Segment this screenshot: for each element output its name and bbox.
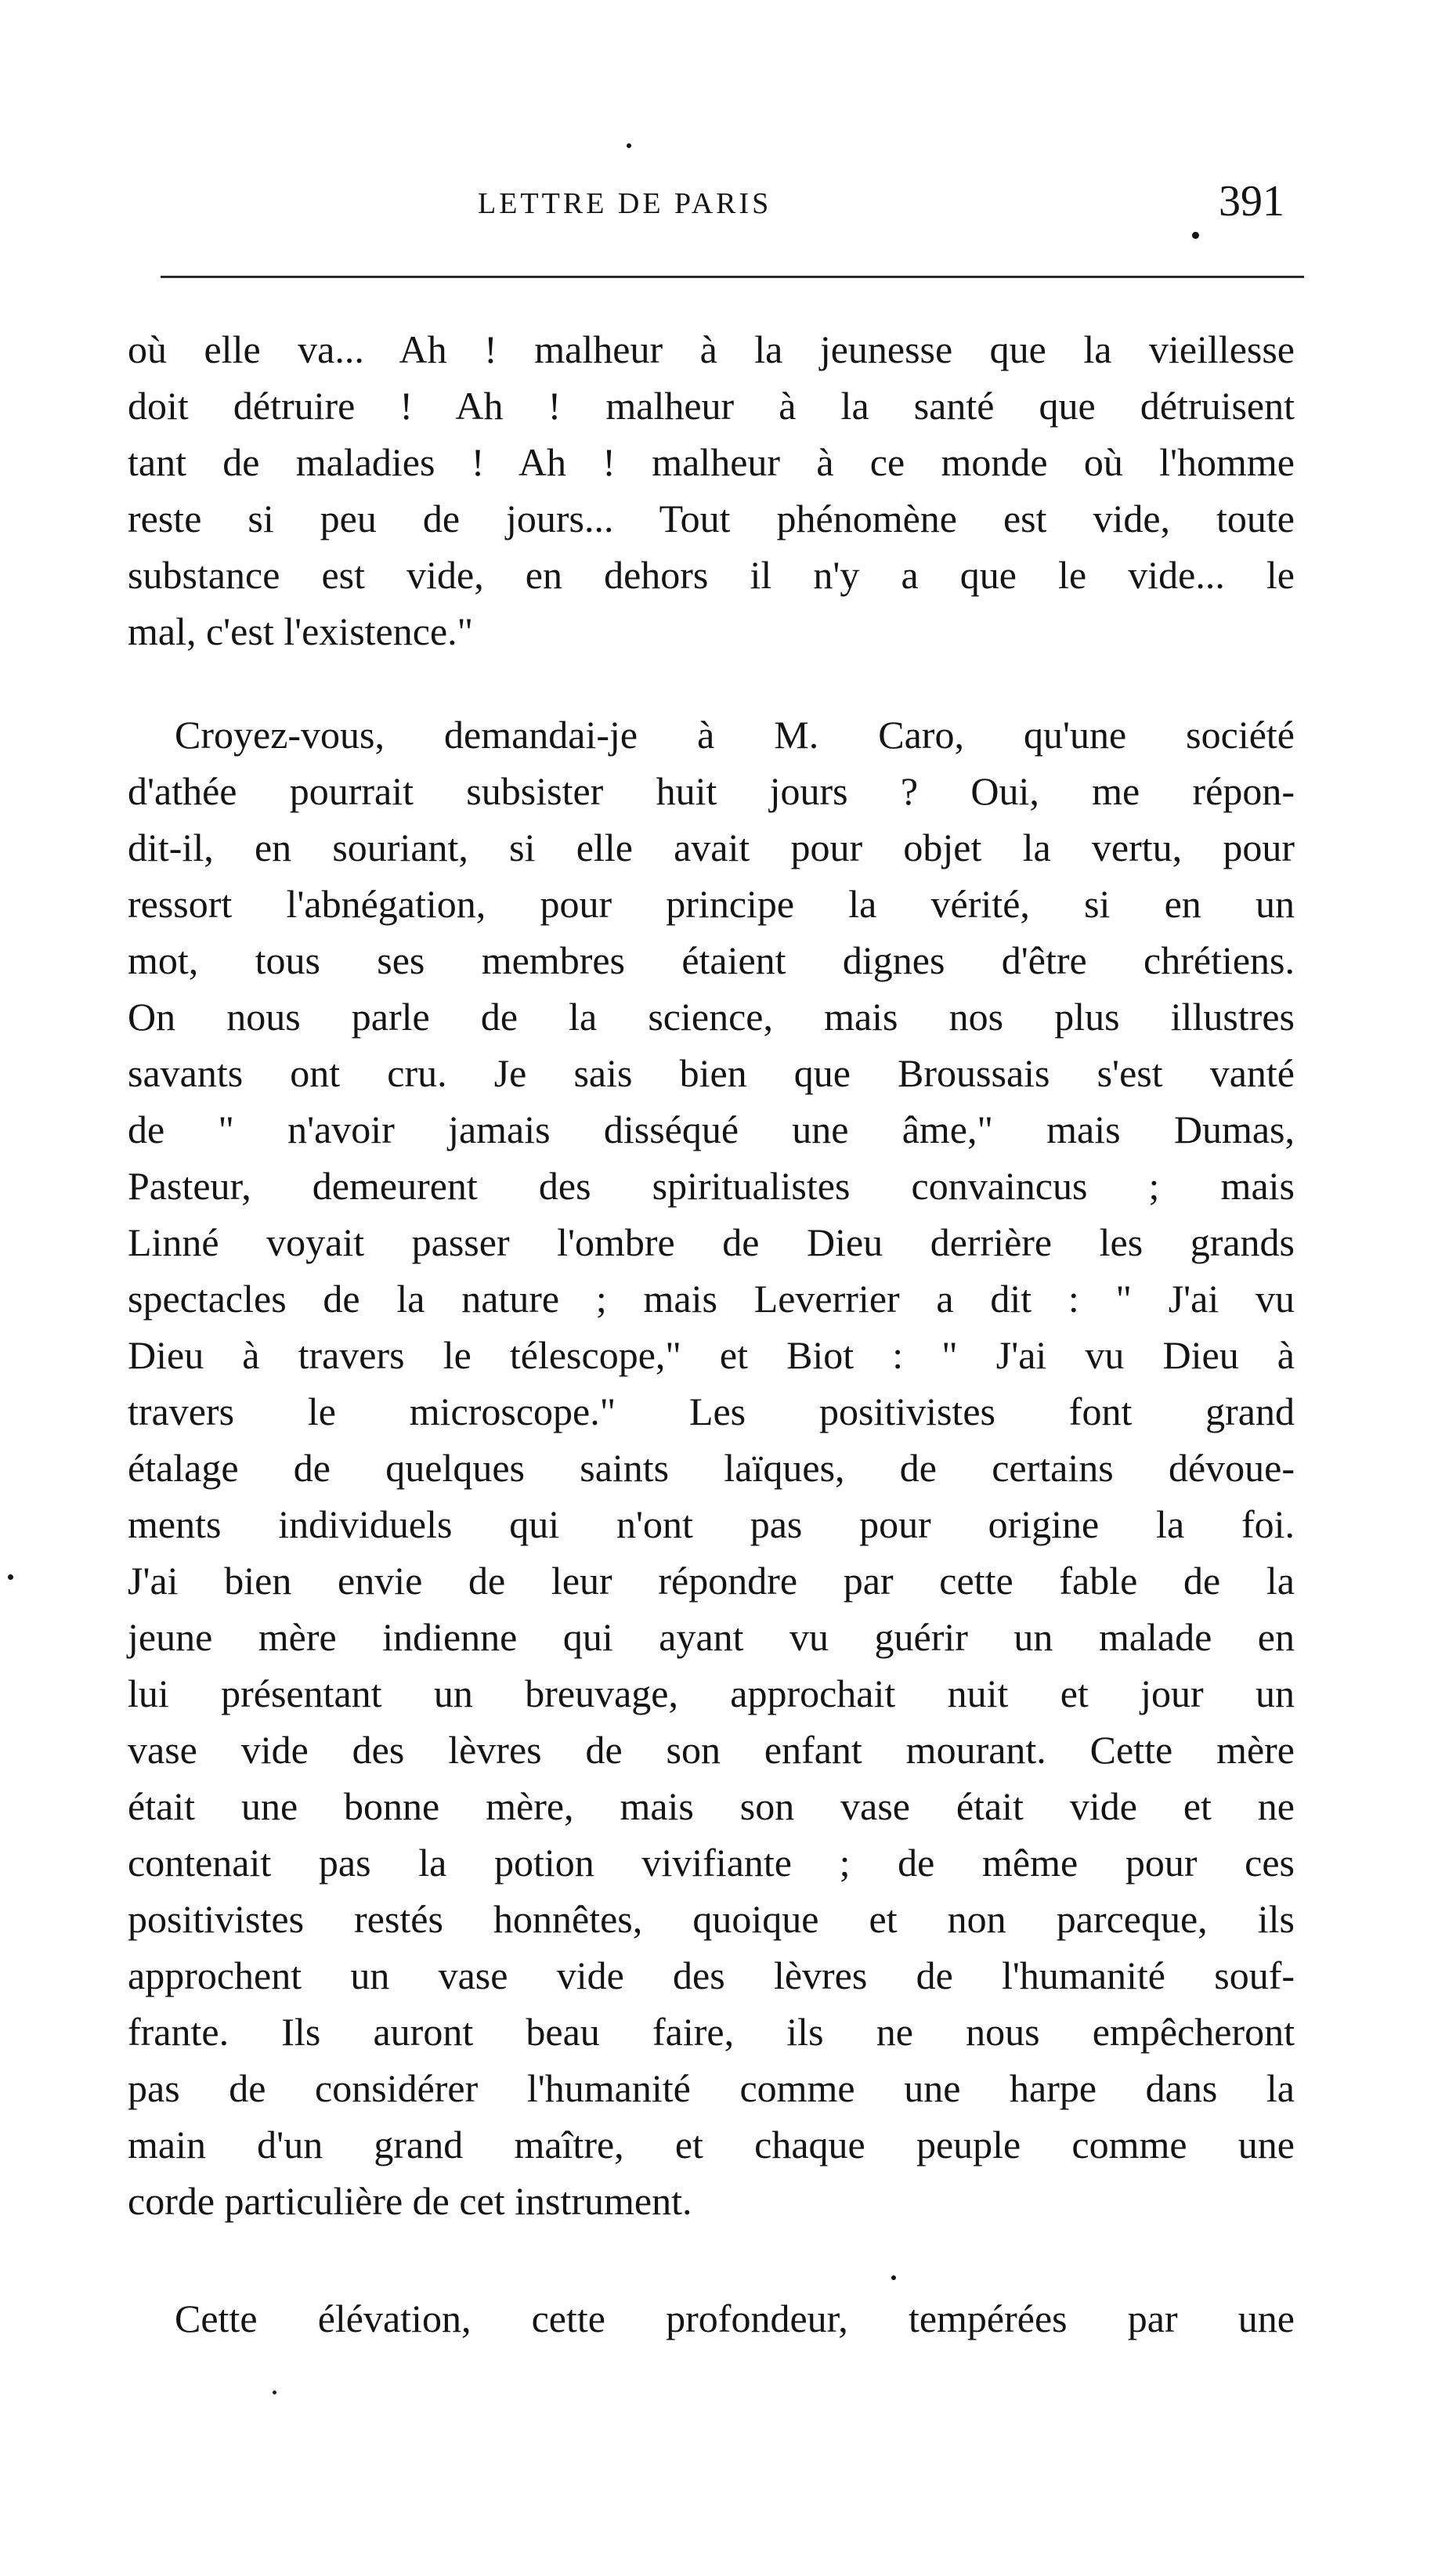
text-line: savants ont cru. Je sais bien que Broussais s'est vanté <box>128 1051 1295 1095</box>
text-line: frante. Ils auront beau faire, ils ne nous empêcheront <box>128 2010 1295 2054</box>
paragraph-2 <box>128 707 1295 2229</box>
text-line: jeune mère indienne qui ayant vu guérir un malade en <box>128 1615 1295 1659</box>
text-line: corde particulière de cet instrument. <box>128 2179 692 2223</box>
ink-speck <box>273 2391 276 2394</box>
text-line: mal, c'est l'existence." <box>128 609 474 653</box>
text-line: était une bonne mère, mais son vase était vide et ne <box>128 1784 1295 1828</box>
text-line: J'ai bien envie de leur répondre par cette fable de la <box>128 1559 1295 1603</box>
paragraph-3 <box>128 2290 1295 2347</box>
text-line: On nous parle de la science, mais nos plus illustres <box>128 995 1295 1039</box>
ink-speck <box>8 1574 13 1580</box>
paragraph-1 <box>128 321 1295 660</box>
text-line: ments individuels qui n'ont pas pour origine la foi. <box>128 1502 1295 1546</box>
text-line: main d'un grand maître, et chaque peuple comme une <box>128 2123 1295 2167</box>
text-line: spectacles de la nature ; mais Leverrier a dit : " J'ai vu <box>128 1277 1295 1321</box>
header-rule <box>161 276 1304 278</box>
text-line: doit détruire ! Ah ! malheur à la santé que détruisent <box>128 384 1295 428</box>
text-line: pas de considérer l'humanité comme une harpe dans la <box>128 2066 1295 2110</box>
text-line: substance est vide, en dehors il n'y a que le vide... le <box>128 553 1295 597</box>
text-line: étalage de quelques saints laïques, de certains dévoue- <box>128 1446 1295 1490</box>
running-title: LETTRE DE PARIS <box>478 187 772 220</box>
text-line: reste si peu de jours... Tout phénomène est vide, toute <box>128 497 1295 540</box>
page-number: 391 <box>1219 177 1284 226</box>
text-line: positivistes restés honnêtes, quoique et non parceque, ils <box>128 1897 1295 1941</box>
text-line: mot, tous ses membres étaient dignes d'être chrétiens. <box>128 938 1295 982</box>
text-line: tant de maladies ! Ah ! malheur à ce monde où l'homme <box>128 440 1295 484</box>
text-line: approchent un vase vide des lèvres de l'humanité souf- <box>128 1953 1295 1997</box>
ink-speck <box>627 143 631 148</box>
text-line: d'athée pourrait subsister huit jours ? Oui, me répon- <box>128 769 1295 813</box>
text-line: de " n'avoir jamais disséqué une âme," mais Dumas, <box>128 1108 1295 1151</box>
text-line: lui présentant un breuvage, approchait nuit et jour un <box>128 1671 1295 1715</box>
text-line: Dieu à travers le télescope," et Biot : " J'ai vu Dieu à <box>128 1333 1295 1377</box>
ink-speck <box>1192 232 1199 239</box>
text-line: ressort l'abnégation, pour principe la vérité, si en un <box>128 882 1295 926</box>
ink-speck <box>891 2275 896 2280</box>
text-line: Croyez-vous, demandai-je à M. Caro, qu'une société <box>175 713 1295 757</box>
text-line: travers le microscope." Les positivistes font grand <box>128 1390 1295 1433</box>
text-line: Linné voyait passer l'ombre de Dieu derrière les grands <box>128 1220 1295 1264</box>
text-line: contenait pas la potion vivifiante ; de même pour ces <box>128 1841 1295 1885</box>
text-line: dit-il, en souriant, si elle avait pour objet la vertu, pour <box>128 826 1295 869</box>
text-line: Cette élévation, cette profondeur, tempérées par une <box>175 2297 1295 2340</box>
text-line: où elle va... Ah ! malheur à la jeunesse que la vieillesse <box>128 327 1295 371</box>
text-line: vase vide des lèvres de son enfant mourant. Cette mère <box>128 1728 1295 1772</box>
text-line: Pasteur, demeurent des spiritualistes convaincus ; mais <box>128 1164 1295 1208</box>
